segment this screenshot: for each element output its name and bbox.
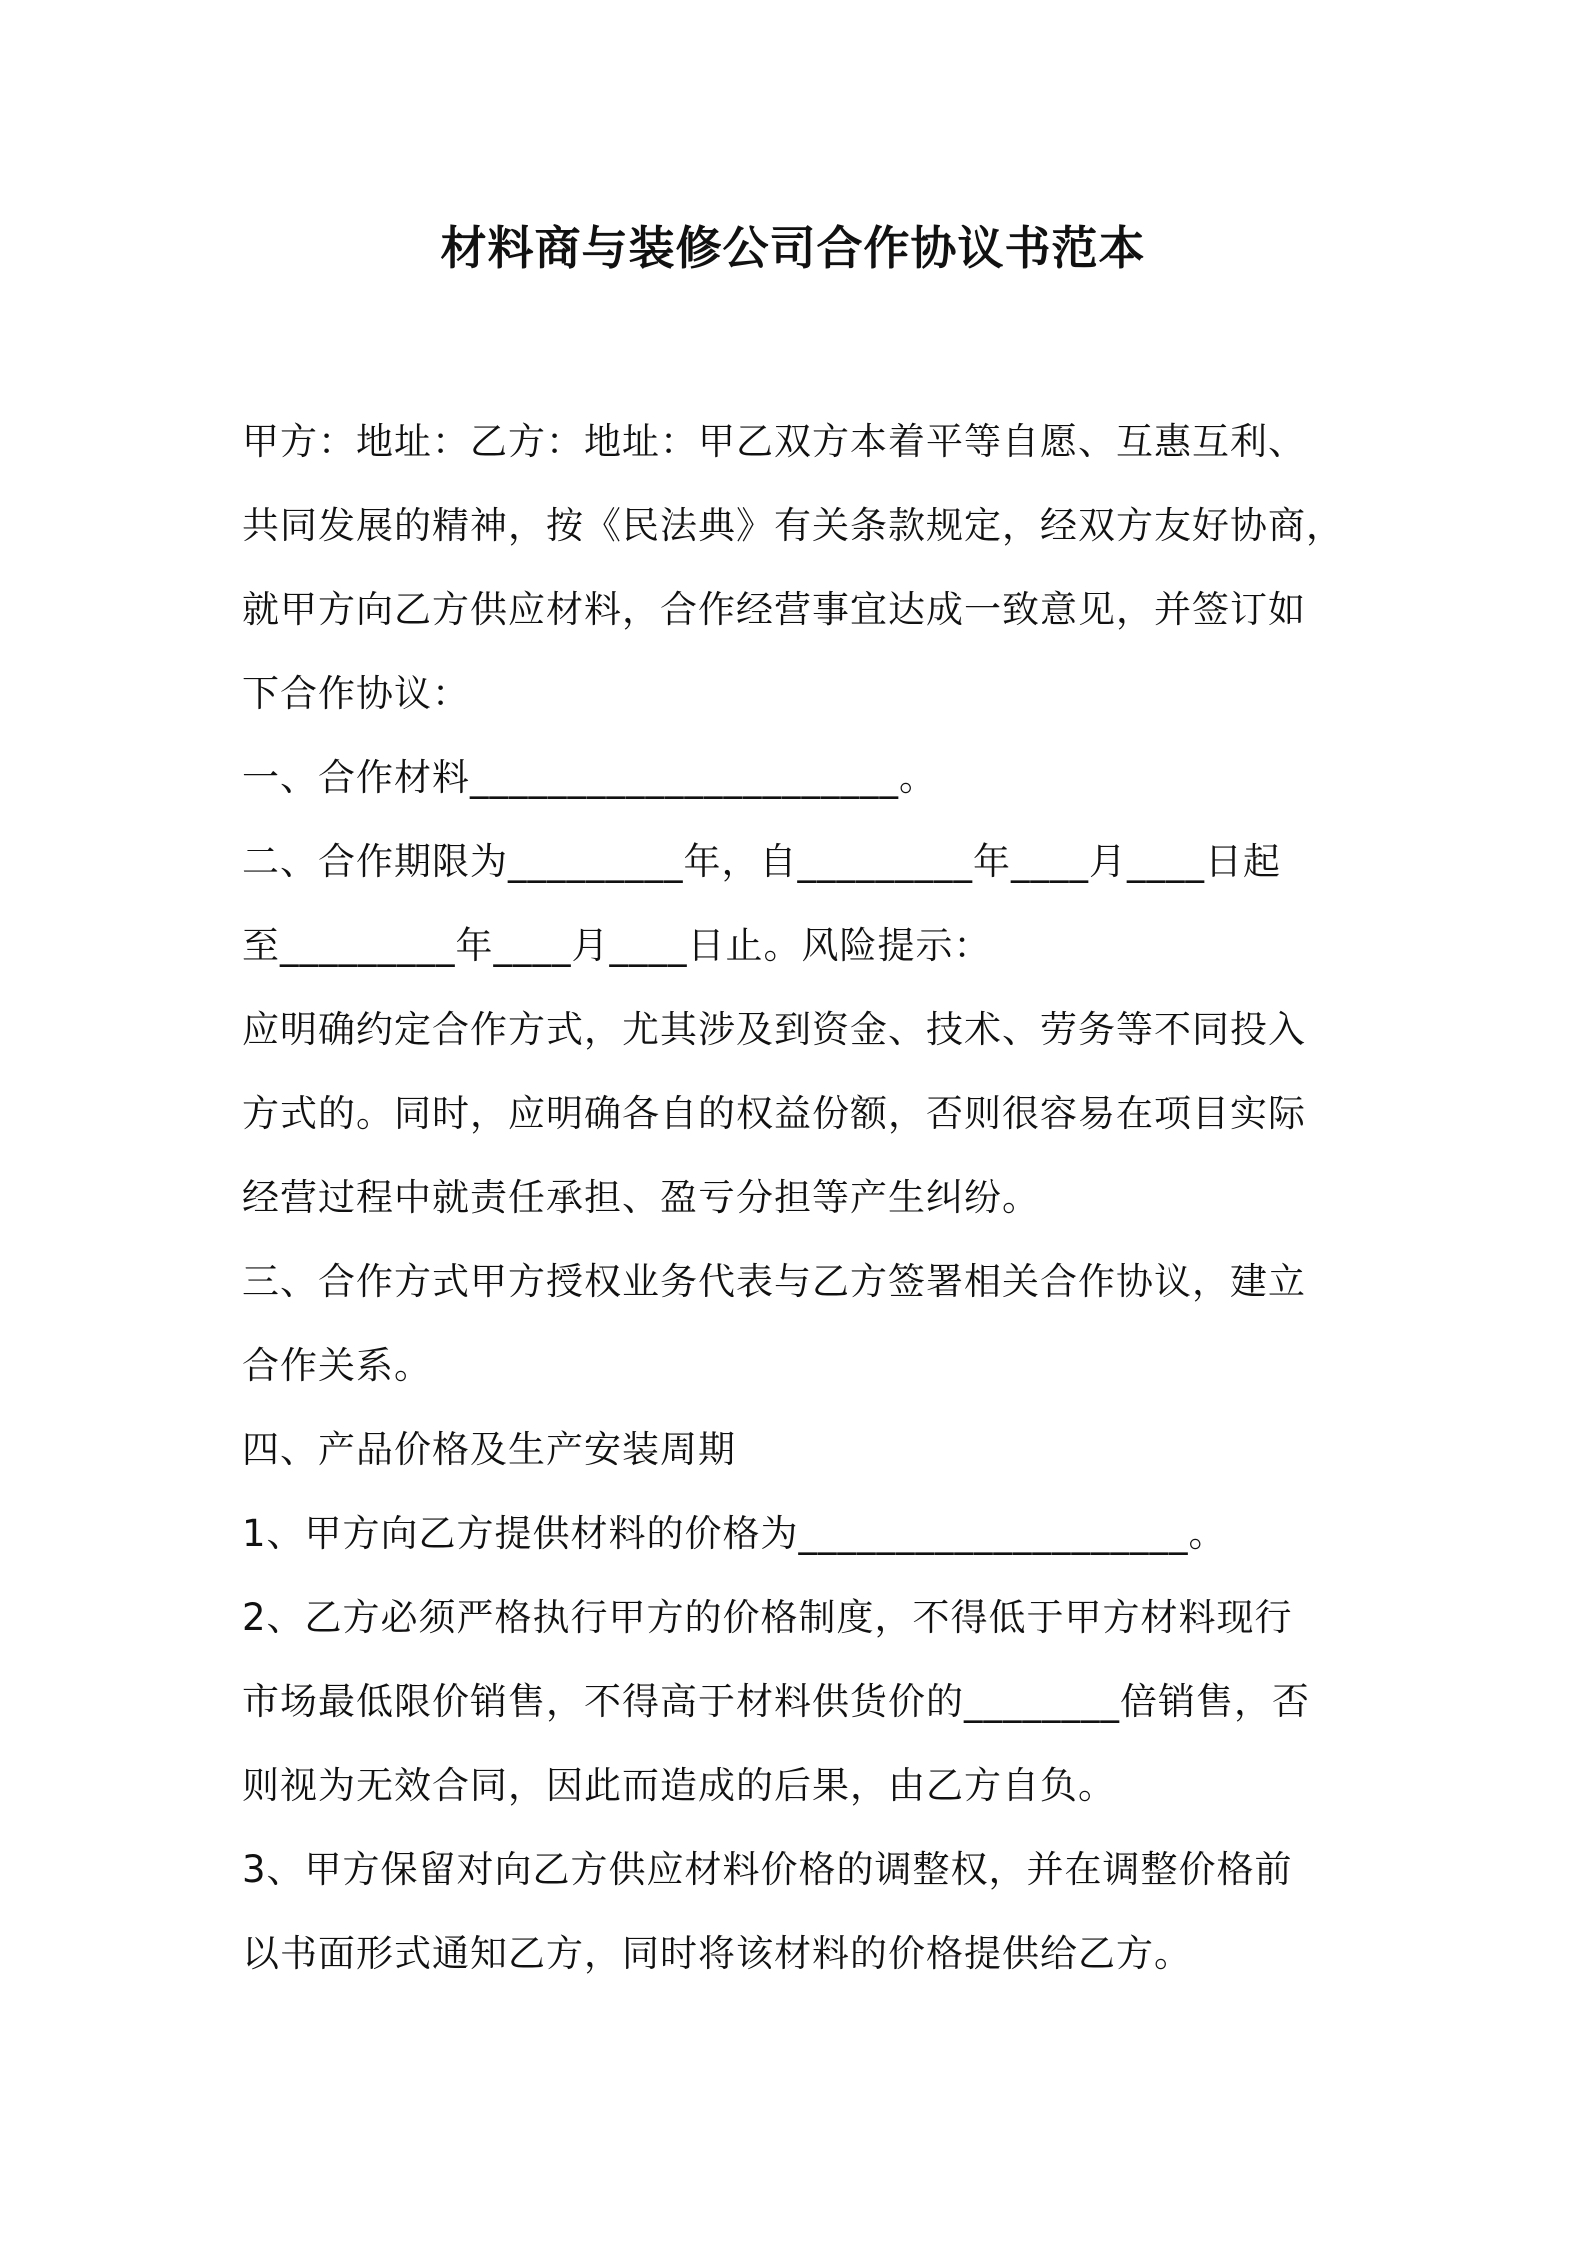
text-line: 甲方：地址：乙方：地址：甲乙双方本着平等自愿、互惠互利、 xyxy=(242,420,1306,463)
risk-note-line: 应明确约定合作方式，尤其涉及到资金、技术、劳务等不同投入 xyxy=(242,1008,1306,1051)
item-2-line: 则视为无效合同，因此而造成的后果，由乙方自负。 xyxy=(242,1764,1116,1807)
document-title: 材料商与装修公司合作协议书范本 xyxy=(440,221,1146,275)
clause-2-line: 二、合作期限为_________年，自_________年____月____日起 xyxy=(242,840,1281,883)
risk-note-line: 经营过程中就责任承担、盈亏分担等产生纠纷。 xyxy=(242,1176,1040,1219)
clause-1-line: 一、合作材料______________________。 xyxy=(242,756,937,799)
item-3-line: 3、甲方保留对向乙方供应材料价格的调整权，并在调整价格前 xyxy=(242,1848,1293,1891)
item-1-line: 1、甲方向乙方提供材料的价格为____________________。 xyxy=(242,1512,1227,1555)
clause-3-line: 三、合作方式甲方授权业务代表与乙方签署相关合作协议，建立 xyxy=(242,1260,1306,1303)
risk-note-line: 方式的。同时，应明确各自的权益份额，否则很容易在项目实际 xyxy=(242,1092,1306,1135)
item-2-line: 2、乙方必须严格执行甲方的价格制度，不得低于甲方材料现行 xyxy=(242,1596,1293,1639)
text-line: 共同发展的精神，按《民法典》有关条款规定，经双方友好协商， xyxy=(242,504,1344,547)
item-2-line: 市场最低限价销售，不得高于材料供货价的________倍销售，否 xyxy=(242,1680,1310,1723)
section-4-heading: 四、产品价格及生产安装周期 xyxy=(242,1428,736,1471)
item-3-line: 以书面形式通知乙方，同时将该材料的价格提供给乙方。 xyxy=(242,1932,1192,1975)
text-line: 下合作协议： xyxy=(242,672,470,715)
clause-2-line: 至_________年____月____日止。风险提示： xyxy=(242,924,992,967)
clause-3-line: 合作关系。 xyxy=(242,1344,432,1387)
document-body xyxy=(242,400,1362,1996)
text-line: 就甲方向乙方供应材料，合作经营事宜达成一致意见，并签订如 xyxy=(242,588,1306,631)
